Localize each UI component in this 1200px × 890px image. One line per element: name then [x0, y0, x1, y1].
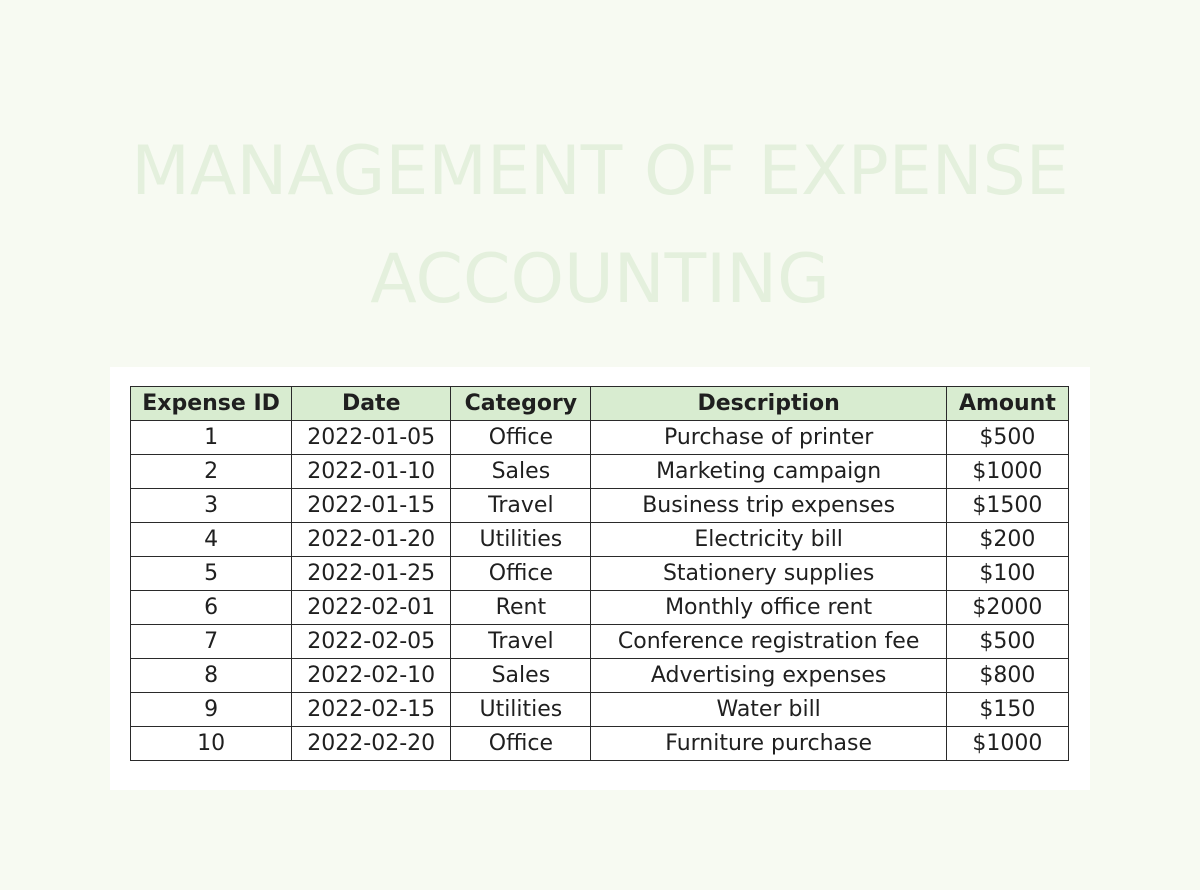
- table-card: [110, 367, 1090, 790]
- cell-description: Business trip expenses: [591, 489, 946, 523]
- cell-description: Stationery supplies: [591, 557, 946, 591]
- header-description: Description: [591, 387, 946, 421]
- cell-date: 2022-01-10: [292, 455, 451, 489]
- cell-expense-id: 3: [131, 489, 292, 523]
- page-title-line-2: ACCOUNTING: [370, 240, 830, 319]
- cell-description: Conference registration fee: [591, 625, 946, 659]
- table-row: [131, 659, 1069, 693]
- cell-expense-id: 6: [131, 591, 292, 625]
- cell-date: 2022-01-20: [292, 523, 451, 557]
- cell-amount: $500: [946, 421, 1068, 455]
- table-row: [131, 489, 1069, 523]
- cell-amount: $1500: [946, 489, 1068, 523]
- cell-description: Marketing campaign: [591, 455, 946, 489]
- cell-date: 2022-02-01: [292, 591, 451, 625]
- cell-description: Monthly office rent: [591, 591, 946, 625]
- cell-expense-id: 8: [131, 659, 292, 693]
- expense-table: [130, 386, 1069, 761]
- page-title-line-1: MANAGEMENT OF EXPENSE: [131, 132, 1069, 211]
- cell-description: Water bill: [591, 693, 946, 727]
- table-row: [131, 625, 1069, 659]
- cell-amount: $1000: [946, 727, 1068, 761]
- cell-amount: $2000: [946, 591, 1068, 625]
- cell-expense-id: 2: [131, 455, 292, 489]
- header-amount: Amount: [946, 387, 1068, 421]
- cell-expense-id: 4: [131, 523, 292, 557]
- cell-description: Advertising expenses: [591, 659, 946, 693]
- cell-category: Office: [451, 727, 591, 761]
- cell-amount: $200: [946, 523, 1068, 557]
- table-header-row: [131, 387, 1069, 421]
- table-row: [131, 421, 1069, 455]
- cell-date: 2022-01-25: [292, 557, 451, 591]
- header-category: Category: [451, 387, 591, 421]
- cell-category: Utilities: [451, 693, 591, 727]
- cell-amount: $150: [946, 693, 1068, 727]
- cell-date: 2022-02-05: [292, 625, 451, 659]
- cell-description: Purchase of printer: [591, 421, 946, 455]
- cell-description: Electricity bill: [591, 523, 946, 557]
- cell-category: Sales: [451, 455, 591, 489]
- cell-category: Office: [451, 421, 591, 455]
- cell-category: Travel: [451, 489, 591, 523]
- cell-category: Rent: [451, 591, 591, 625]
- cell-expense-id: 9: [131, 693, 292, 727]
- cell-category: Utilities: [451, 523, 591, 557]
- cell-expense-id: 7: [131, 625, 292, 659]
- cell-amount: $800: [946, 659, 1068, 693]
- cell-expense-id: 1: [131, 421, 292, 455]
- table-row: [131, 557, 1069, 591]
- table-row: [131, 727, 1069, 761]
- cell-amount: $1000: [946, 455, 1068, 489]
- header-expense-id: Expense ID: [131, 387, 292, 421]
- cell-date: 2022-02-15: [292, 693, 451, 727]
- cell-expense-id: 10: [131, 727, 292, 761]
- page-title: [0, 118, 1200, 334]
- table-row: [131, 693, 1069, 727]
- table-row: [131, 523, 1069, 557]
- cell-category: Travel: [451, 625, 591, 659]
- cell-date: 2022-02-20: [292, 727, 451, 761]
- cell-expense-id: 5: [131, 557, 292, 591]
- cell-date: 2022-01-05: [292, 421, 451, 455]
- cell-date: 2022-02-10: [292, 659, 451, 693]
- header-date: Date: [292, 387, 451, 421]
- cell-category: Office: [451, 557, 591, 591]
- cell-date: 2022-01-15: [292, 489, 451, 523]
- cell-amount: $100: [946, 557, 1068, 591]
- table-row: [131, 455, 1069, 489]
- cell-description: Furniture purchase: [591, 727, 946, 761]
- cell-amount: $500: [946, 625, 1068, 659]
- table-row: [131, 591, 1069, 625]
- cell-category: Sales: [451, 659, 591, 693]
